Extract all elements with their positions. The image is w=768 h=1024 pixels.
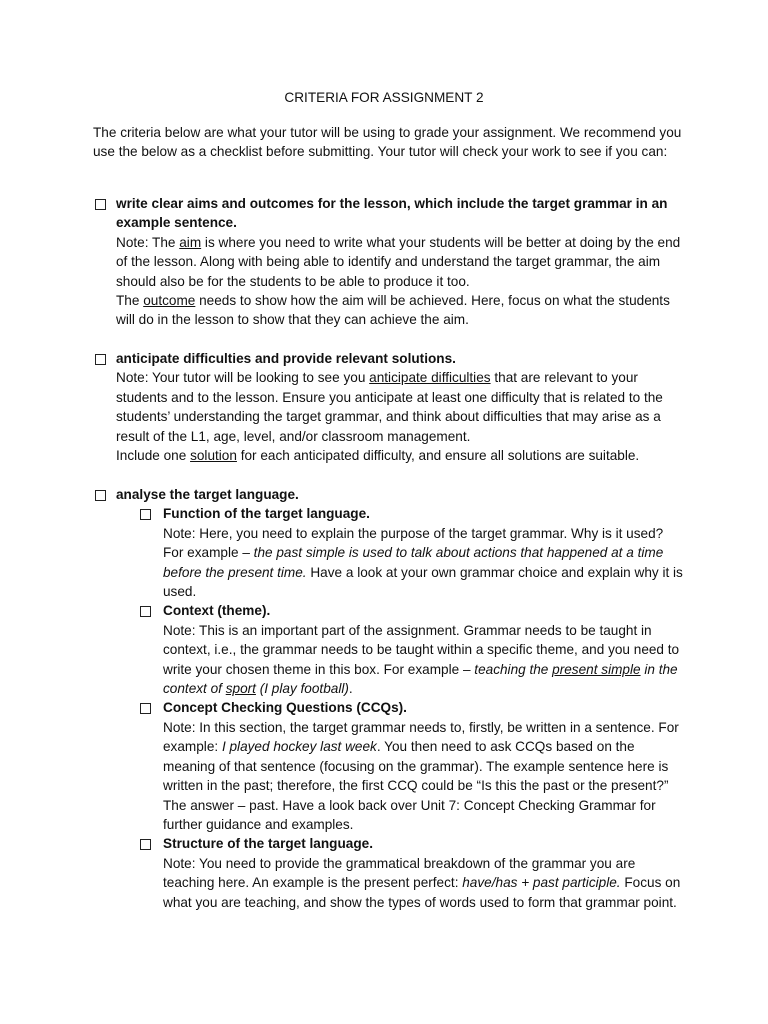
item-heading: anticipate difficulties and provide relevant solutions. (116, 351, 456, 366)
sub-item-note: Note: You need to provide the grammatical breakdown of the grammar you are teaching here. An example is the present perfect: have/has + past participle. Focus on what you are teaching, and show the types of words used to form that grammar point. (163, 855, 681, 910)
item-note: Include one solution for each anticipated difficulty, and ensure all solutions are suitable. (116, 448, 640, 464)
sub-item-ccqs (163, 698, 683, 834)
sub-item-heading: Concept Checking Questions (CCQs). (163, 700, 407, 716)
item-heading: write clear aims and outcomes for the lesson, which include the target grammar in an example sentence. (116, 196, 668, 231)
sub-item-note: Note: In this section, the target grammar needs to, firstly, be written in a sentence. For example: I played hockey last week. You then need to ask CCQs based on the meaning of that sentence (focusing on the grammar). The example sentence here is written in the past; therefore, the first CCQ could be “Is this the past or the present?” The answer – past. Have a look back over Unit 7: Concept Checking Grammar for further guidance and examples. (163, 719, 679, 832)
item-note: The outcome needs to show how the aim will be achieved. Here, focus on what the students will do in the lesson to show that they can achieve the aim. (116, 293, 670, 328)
sub-item-structure (163, 834, 683, 912)
checkbox-icon[interactable] (95, 199, 106, 210)
intro-paragraph: The criteria below are what your tutor will be using to grade your assignment. We recommend you use the below as a checklist before submitting. Your tutor will check your work to see if you can: (93, 125, 682, 160)
checkbox-icon[interactable] (95, 354, 106, 365)
sub-item-context (163, 601, 683, 698)
item-heading: analyse the target language. (116, 487, 299, 502)
checklist-item-difficulties (93, 349, 683, 465)
sub-item-heading: Context (theme). (163, 603, 271, 619)
checkbox-icon[interactable] (140, 703, 151, 714)
item-note: Note: Your tutor will be looking to see you anticipate difficulties that are relevant to your students and to the lesson. Ensure you anticipate at least one difficulty that is related to the students’ understanding the target grammar, and think about difficulties that may arise as a result of the L1, age, level, and/or classroom management. (116, 370, 663, 444)
checklist-item-aims (93, 194, 683, 330)
sub-item-heading: Structure of the target language. (163, 836, 373, 852)
sub-item-heading: Function of the target language. (163, 506, 370, 522)
checkbox-icon[interactable] (140, 509, 151, 520)
checklist-item-analyse (93, 485, 683, 912)
item-note: Note: The aim is where you need to write what your students will be better at doing by the end of the lesson. Along with being able to identify and understand the target grammar, the aim should also be for the students to be able to produce it too. (116, 234, 681, 289)
sub-item-note: Note: Here, you need to explain the purpose of the target grammar. Why is it used? For example – the past simple is used to talk about actions that happened at a time before the present time. Have a look at your own grammar choice and explain why it is used. (163, 525, 683, 600)
checkbox-icon[interactable] (140, 606, 151, 617)
sub-item-function (163, 504, 683, 601)
checkbox-icon[interactable] (140, 839, 151, 850)
sub-item-note: Note: This is an important part of the assignment. Grammar needs to be taught in context, i.e., the grammar needs to be taught within a specific theme, and you need to write your chosen theme in this box. For example – teaching the present simple in the context of sport (I play football). (163, 622, 680, 697)
checkbox-icon[interactable] (95, 490, 106, 501)
page-title: CRITERIA FOR ASSIGNMENT 2 (284, 90, 484, 105)
